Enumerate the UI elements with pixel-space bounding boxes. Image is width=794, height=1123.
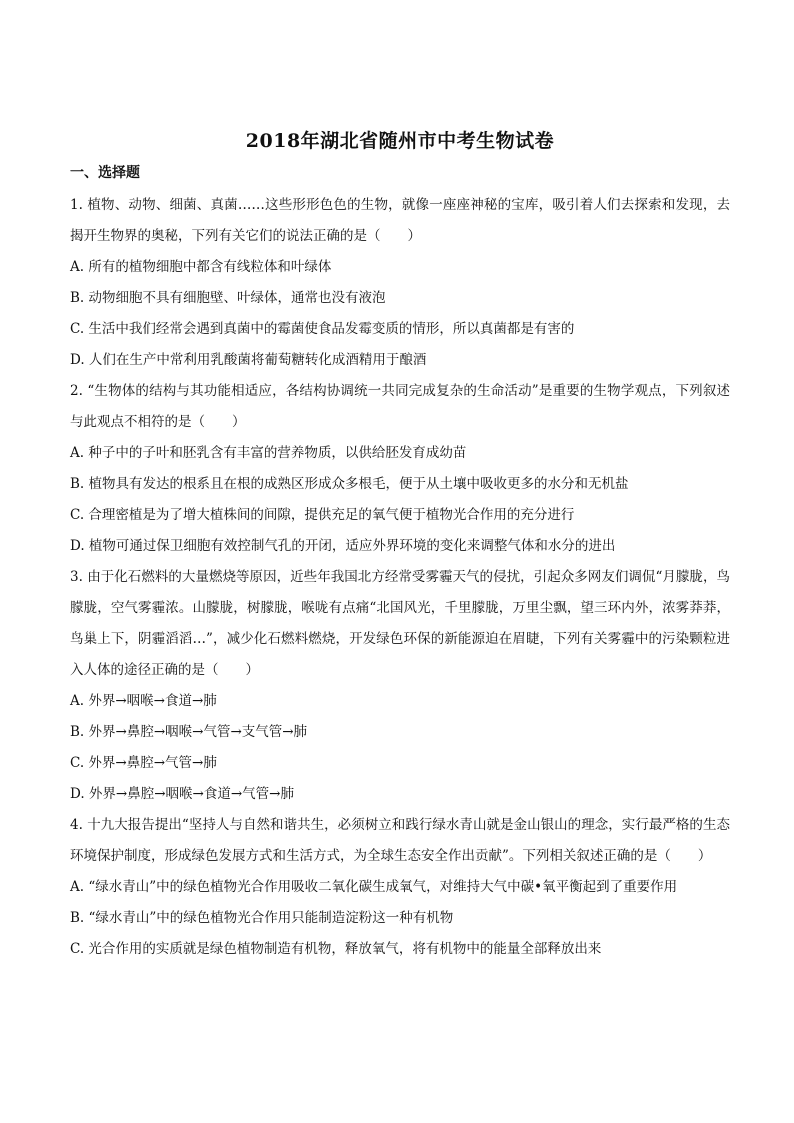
option-b: B. “绿水青山”中的绿色植物光合作用只能制造淀粉这一种有机物 — [70, 910, 454, 926]
option-c: C. 外界→鼻腔→气管→肺 — [70, 755, 217, 771]
section-heading: 一、选择题 — [70, 165, 140, 181]
option-a: A. 外界→咽喉→食道→肺 — [70, 693, 217, 709]
option-d: D. 植物可通过保卫细胞有效控制气孔的开闭，适应外界环境的变化来调整气体和水分的进出 — [70, 538, 616, 554]
option-c: C. 合理密植是为了增大植株间的间隙，提供充足的氧气便于植物光合作用的充分进行 — [70, 507, 575, 523]
question-3 — [70, 562, 730, 810]
option-b: B. 动物细胞不具有细胞壁、叶绿体，通常也没有液泡 — [70, 290, 386, 306]
option-c: C. 光合作用的实质就是绿色植物制造有机物，释放氧气，将有机物中的能量全部释放出来 — [70, 941, 602, 957]
option-a: A. 所有的植物细胞中都含有线粒体和叶绿体 — [70, 259, 332, 275]
question-1 — [70, 190, 730, 376]
question-stem: 2. “生物体的结构与其功能相适应，各结构协调统一共同完成复杂的生命活动”是重要的生物学观点，下列叙述与此观点不相符的是（ ） — [70, 383, 730, 430]
question-stem: 3. 由于化石燃料的大量燃烧等原因，近些年我国北方经常受雾霾天气的侵扰，引起众多网友们调侃“月朦胧，鸟朦胧，空气雾霾浓。山朦胧，树朦胧，喉咙有点痛“北国风光，千里朦胧，万里尘飘，望三环内外，浓雾莽莽，鸟巢上下，阴霾滔滔…”，减少化石燃料燃烧，开发绿色环保的新能源迫在眉睫，下列有关雾霾中的污染颗粒进入人体的途径正确的是（ ） — [70, 569, 730, 678]
question-stem: 1. 植物、动物、细菌、真菌……这些形形色色的生物，就像一座座神秘的宝库，吸引着人们去探索和发现，去揭开生物界的奥秘，下列有关它们的说法正确的是（ ） — [70, 197, 730, 244]
option-c: C. 生活中我们经常会遇到真菌中的霉菌使食品发霉变质的情形，所以真菌都是有害的 — [70, 321, 575, 337]
question-2 — [70, 376, 730, 562]
option-b: B. 外界→鼻腔→咽喉→气管→支气管→肺 — [70, 724, 308, 740]
option-d: D. 外界→鼻腔→咽喉→食道→气管→肺 — [70, 786, 294, 802]
option-b: B. 植物具有发达的根系且在根的成熟区形成众多根毛，便于从土壤中吸收更多的水分和无机盐 — [70, 476, 629, 492]
question-stem: 4. 十九大报告提出“坚持人与自然和谐共生，必须树立和践行绿水青山就是金山银山的理念，实行最严格的生态环境保护制度，形成绿色发展方式和生活方式，为全球生态安全作出贡献”。下列相关叙述正确的是（ ） — [70, 817, 730, 864]
option-a: A. “绿水青山”中的绿色植物光合作用吸收二氧化碳生成氧气，对维持大气中碳•氧平衡起到了重要作用 — [70, 879, 678, 895]
option-a: A. 种子中的子叶和胚乳含有丰富的营养物质，以供给胚发育成幼苗 — [70, 445, 467, 461]
question-4 — [70, 810, 730, 965]
page-title: 2018年湖北省随州市中考生物试卷 — [245, 130, 555, 152]
option-d: D. 人们在生产中常利用乳酸菌将葡萄糖转化成酒精用于酿酒 — [70, 352, 427, 368]
